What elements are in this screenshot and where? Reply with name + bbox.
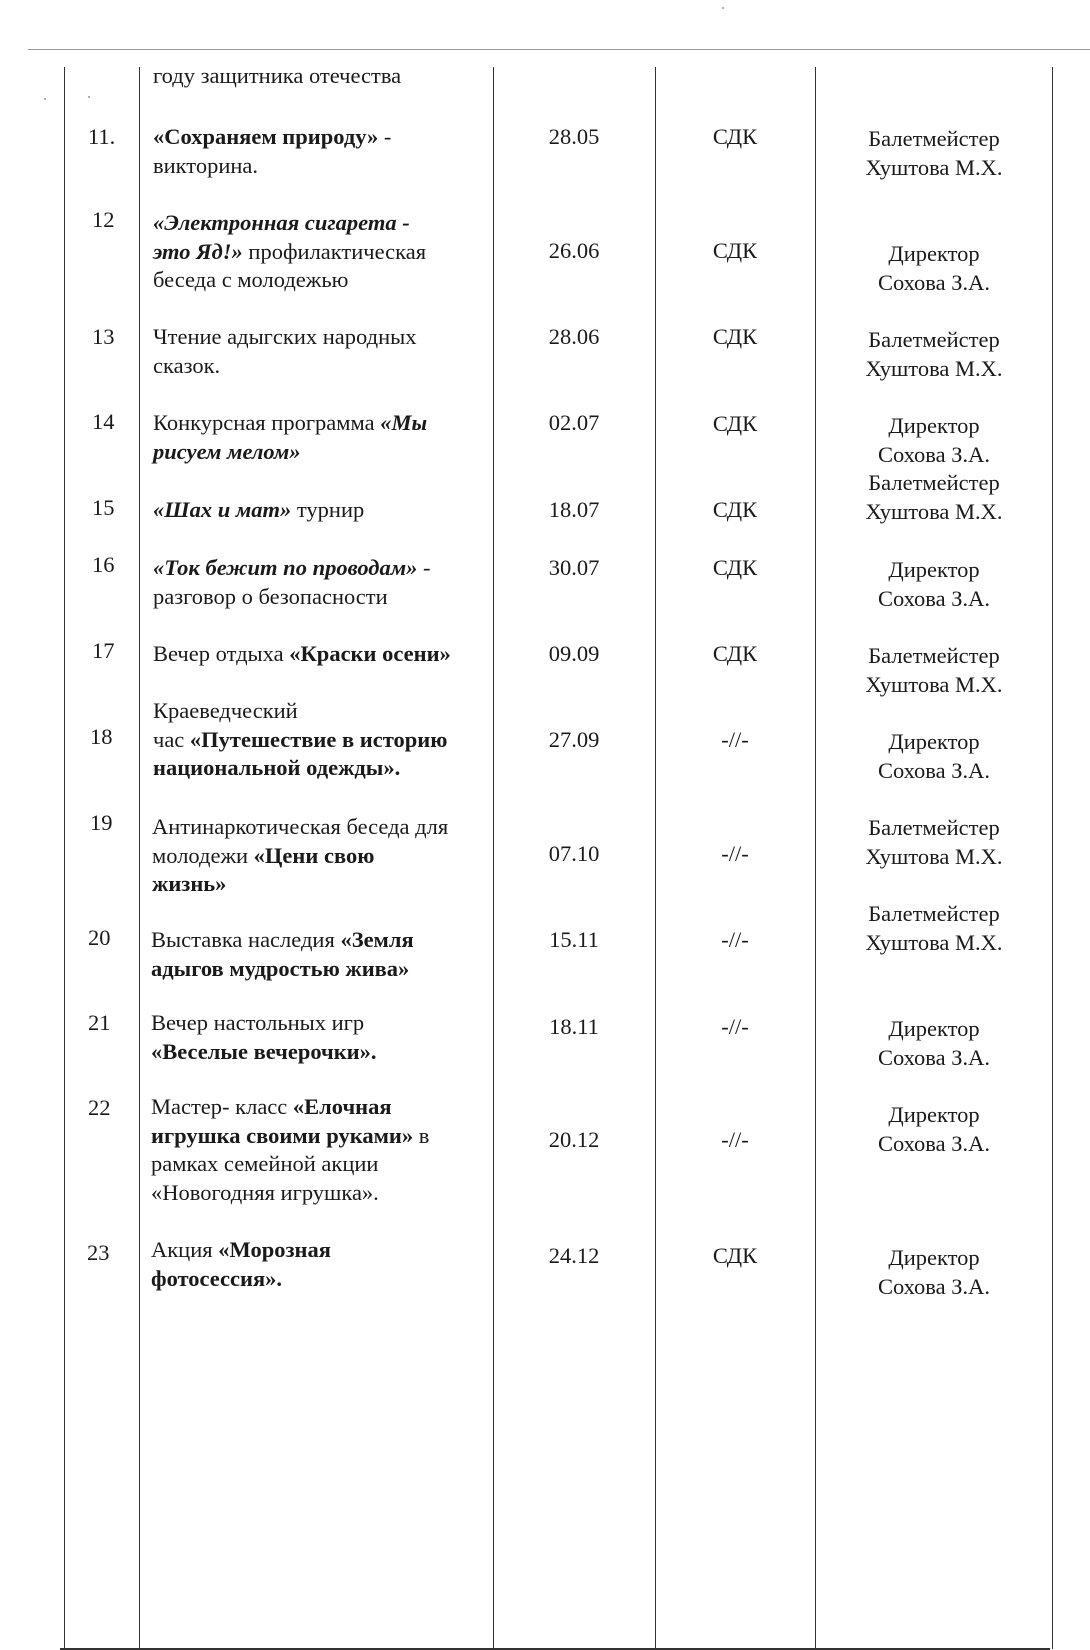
event-date: 26.06 bbox=[548, 238, 600, 263]
event-text: «Елочная bbox=[292, 1094, 392, 1119]
row-number: 11. bbox=[88, 124, 116, 149]
event-text: час bbox=[153, 726, 190, 752]
table-border-right bbox=[1052, 67, 1053, 1649]
event-text: рамках семейной акции bbox=[151, 1151, 379, 1176]
event-line bbox=[153, 697, 447, 726]
event-title bbox=[151, 1093, 429, 1207]
event-line bbox=[153, 583, 431, 612]
responsible-line: Хуштова М.Х. bbox=[865, 671, 1003, 697]
event-text: национальной одежды». bbox=[153, 755, 401, 780]
responsible-person bbox=[819, 326, 1049, 383]
event-text: сказок. bbox=[153, 352, 221, 378]
responsible-line: Директор bbox=[888, 557, 980, 582]
event-line bbox=[151, 1265, 331, 1294]
event-line bbox=[153, 554, 431, 583]
responsible-person bbox=[819, 556, 1049, 613]
event-place: -//- bbox=[721, 1127, 749, 1152]
event-text: Вечер настольных игр bbox=[151, 1010, 365, 1035]
event-title bbox=[153, 123, 391, 180]
responsible-line: Директор bbox=[888, 241, 980, 266]
event-text: Мастер- класс bbox=[151, 1094, 293, 1119]
event-text: беседа с молодежью bbox=[153, 267, 349, 292]
event-place: СДК bbox=[712, 555, 758, 580]
table-divider-2 bbox=[493, 67, 494, 1649]
event-text: Антинаркотическая беседа для bbox=[152, 814, 449, 839]
event-text: жизнь» bbox=[152, 871, 227, 896]
event-text: адыгов мудростью жива» bbox=[151, 955, 410, 981]
row-number: 16 bbox=[92, 552, 115, 577]
event-title bbox=[153, 554, 431, 611]
event-line bbox=[151, 1122, 429, 1151]
event-text: разговор о безопасности bbox=[153, 583, 388, 609]
event-line bbox=[151, 1236, 331, 1265]
event-line bbox=[153, 640, 451, 669]
row-number: 12 bbox=[92, 207, 115, 232]
event-place: СДК bbox=[712, 641, 758, 666]
event-date: 15.11 bbox=[549, 927, 599, 952]
event-text: «Цени свою bbox=[253, 842, 375, 868]
row-number: 22 bbox=[88, 1095, 111, 1120]
event-line bbox=[152, 842, 448, 871]
event-date: 28.06 bbox=[548, 324, 600, 349]
event-text: «Мы bbox=[380, 410, 428, 435]
event-line bbox=[151, 1093, 429, 1122]
event-text: Чтение адыгских народных bbox=[153, 324, 417, 349]
responsible-line: Директор bbox=[888, 1245, 980, 1270]
event-text: рисуем мелом» bbox=[153, 438, 301, 464]
event-line bbox=[153, 323, 417, 352]
event-text: «Электронная сигарета - bbox=[153, 210, 410, 235]
event-line bbox=[152, 813, 448, 842]
responsible-person bbox=[819, 240, 1049, 297]
event-line bbox=[153, 352, 417, 381]
event-line bbox=[151, 1179, 429, 1208]
event-title bbox=[151, 926, 414, 983]
event-line bbox=[151, 955, 414, 984]
responsible-person bbox=[819, 469, 1049, 526]
event-text: «Шах и мат» bbox=[153, 497, 292, 522]
responsible-line: Сохова З.А. bbox=[877, 441, 991, 467]
event-text: викторина. bbox=[153, 152, 259, 178]
event-date: 30.07 bbox=[548, 555, 600, 580]
responsible-line: Сохова З.А. bbox=[877, 585, 991, 611]
responsible-line: Балетмейстер bbox=[868, 815, 1000, 840]
event-title bbox=[152, 813, 448, 899]
event-line bbox=[153, 238, 426, 267]
event-line bbox=[153, 209, 426, 238]
event-place: -//- bbox=[721, 927, 749, 952]
event-place: СДК bbox=[712, 324, 758, 349]
responsible-line: Сохова З.А. bbox=[877, 1273, 991, 1299]
event-title bbox=[153, 496, 364, 525]
event-date: 24.12 bbox=[548, 1243, 600, 1268]
row-number: 14 bbox=[92, 409, 115, 434]
row-number: 20 bbox=[88, 925, 111, 950]
responsible-line: Балетмейстер bbox=[868, 327, 1000, 352]
event-date: 18.11 bbox=[549, 1014, 599, 1039]
table-divider-4 bbox=[815, 67, 816, 1649]
table-border-left bbox=[64, 67, 65, 1649]
responsible-line: Сохова З.А. bbox=[877, 757, 991, 783]
event-line bbox=[151, 1150, 429, 1179]
event-line bbox=[153, 266, 426, 295]
event-text: Конкурсная программа bbox=[153, 410, 381, 435]
event-text: это Яд!» bbox=[153, 238, 243, 264]
table-divider-3 bbox=[655, 67, 656, 1649]
event-date: 07.10 bbox=[548, 841, 600, 866]
event-title bbox=[153, 209, 426, 295]
scan-speck bbox=[722, 7, 724, 9]
row-number: 21 bbox=[88, 1010, 111, 1035]
event-title bbox=[153, 697, 447, 783]
responsible-line: Балетмейстер bbox=[868, 643, 1000, 668]
event-line bbox=[153, 409, 427, 438]
event-line bbox=[153, 754, 447, 783]
event-title bbox=[153, 409, 427, 466]
event-text: профилактическая bbox=[242, 238, 427, 264]
event-text: Акция bbox=[151, 1237, 219, 1262]
event-line bbox=[151, 1009, 377, 1038]
responsible-line: Хуштова М.Х. bbox=[865, 498, 1003, 524]
event-text: Вечер отдыха bbox=[153, 641, 290, 666]
responsible-line: Хуштова М.Х. bbox=[865, 154, 1003, 180]
event-text: - bbox=[417, 555, 431, 580]
responsible-line: Хуштова М.Х. bbox=[865, 355, 1003, 381]
event-title bbox=[151, 1236, 331, 1293]
responsible-person bbox=[819, 728, 1049, 785]
event-place: СДК bbox=[712, 411, 758, 436]
header-rule bbox=[28, 49, 1090, 50]
event-date: 09.09 bbox=[548, 641, 600, 666]
event-place: СДК bbox=[712, 497, 758, 522]
event-text: «Сохраняем природу» bbox=[153, 124, 379, 149]
responsible-person bbox=[819, 900, 1049, 957]
event-date: 20.12 bbox=[548, 1127, 600, 1152]
responsible-line: Балетмейстер bbox=[868, 126, 1000, 151]
responsible-line: Сохова З.А. bbox=[877, 1130, 991, 1156]
event-place: СДК bbox=[712, 238, 758, 263]
event-text: «Ток бежит по проводам» bbox=[153, 555, 418, 580]
event-place: -//- bbox=[721, 727, 749, 752]
event-text: игрушка своими руками» bbox=[151, 1122, 414, 1148]
event-line bbox=[151, 926, 414, 955]
event-place: СДК bbox=[712, 124, 758, 149]
responsible-line: Директор bbox=[888, 729, 980, 754]
event-text: «Краски осени» bbox=[289, 641, 451, 666]
event-text: турнир bbox=[291, 497, 365, 522]
scan-speck bbox=[44, 98, 46, 100]
event-line bbox=[151, 1038, 377, 1067]
event-date: 27.09 bbox=[548, 727, 600, 752]
event-text: - bbox=[378, 124, 392, 149]
responsible-person bbox=[819, 814, 1049, 871]
event-date: 02.07 bbox=[548, 410, 600, 435]
responsible-person bbox=[819, 412, 1049, 469]
event-line bbox=[153, 123, 391, 152]
event-line bbox=[153, 152, 391, 181]
event-title bbox=[151, 1009, 377, 1066]
event-line bbox=[153, 438, 427, 467]
event-text: «Новогодняя игрушка». bbox=[151, 1179, 379, 1205]
responsible-line: Директор bbox=[888, 1016, 980, 1041]
row-number: 13 bbox=[92, 324, 115, 349]
responsible-line: Балетмейстер bbox=[868, 470, 1000, 495]
responsible-line: Директор bbox=[888, 1102, 980, 1127]
event-date: 18.07 bbox=[548, 497, 600, 522]
event-title bbox=[153, 323, 417, 380]
event-text: молодежи bbox=[152, 842, 254, 868]
event-place: СДК bbox=[712, 1243, 758, 1268]
responsible-person bbox=[819, 1244, 1049, 1301]
event-text: Выставка наследия bbox=[151, 927, 341, 952]
event-place: -//- bbox=[721, 841, 749, 866]
row-number: 17 bbox=[92, 638, 115, 663]
event-line bbox=[152, 870, 448, 899]
event-line bbox=[153, 62, 401, 91]
responsible-line: Директор bbox=[888, 413, 980, 438]
event-text: «Морозная bbox=[218, 1237, 331, 1262]
scan-speck bbox=[88, 96, 90, 98]
event-text: «Земля bbox=[340, 927, 414, 952]
event-title bbox=[153, 62, 401, 91]
row-number: 19 bbox=[90, 810, 113, 835]
responsible-line: Балетмейстер bbox=[868, 901, 1000, 926]
responsible-person bbox=[819, 1015, 1049, 1072]
event-title bbox=[153, 640, 451, 669]
event-place: -//- bbox=[721, 1014, 749, 1039]
event-line bbox=[153, 496, 364, 525]
responsible-person bbox=[819, 1101, 1049, 1158]
event-text: «Путешествие в историю bbox=[189, 726, 448, 752]
row-number: 18 bbox=[90, 724, 113, 749]
event-text: в bbox=[413, 1122, 430, 1148]
row-number: 15 bbox=[92, 495, 115, 520]
responsible-person bbox=[819, 642, 1049, 699]
responsible-person bbox=[819, 125, 1049, 182]
table-divider-1 bbox=[139, 67, 140, 1649]
event-date: 28.05 bbox=[548, 124, 600, 149]
event-text: году защитника отечества bbox=[153, 63, 402, 88]
event-line bbox=[153, 726, 447, 755]
responsible-line: Сохова З.А. bbox=[877, 269, 991, 295]
responsible-line: Сохова З.А. bbox=[877, 1044, 991, 1070]
event-text: Краеведческий bbox=[153, 698, 298, 723]
responsible-line: Хуштова М.Х. bbox=[865, 843, 1003, 869]
event-text: фотосессия». bbox=[151, 1265, 283, 1291]
event-text: «Веселые вечерочки». bbox=[151, 1038, 377, 1064]
row-number: 23 bbox=[87, 1240, 110, 1265]
responsible-line: Хуштова М.Х. bbox=[865, 929, 1003, 955]
